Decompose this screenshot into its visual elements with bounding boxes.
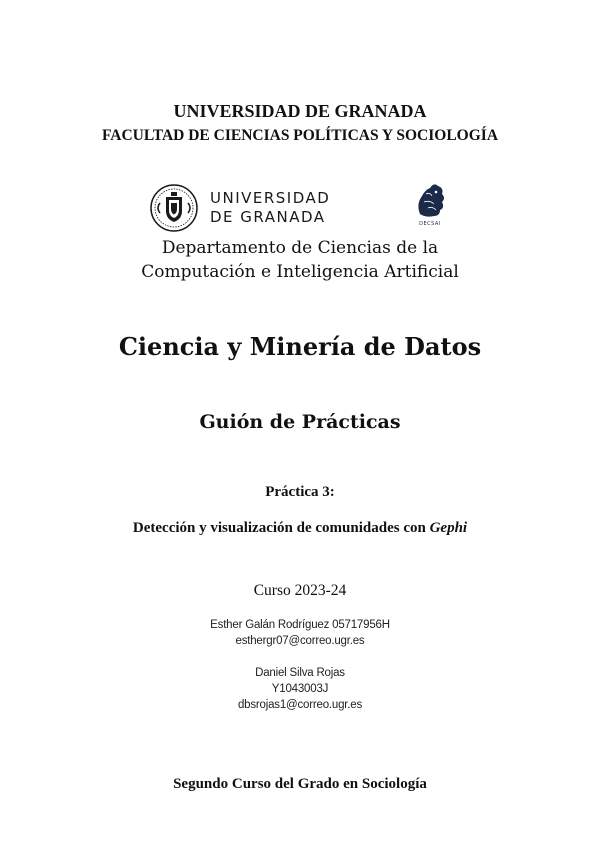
decsai-emblem-icon [410, 180, 450, 220]
author-2-name: Daniel Silva Rojas [255, 667, 345, 679]
ugr-logo-text-line2: DE GRANADA [210, 208, 326, 226]
document-type: Guión de Prácticas [199, 411, 401, 433]
department-line-2: Computación e Inteligencia Artificial [141, 262, 459, 282]
university-name: UNIVERSIDAD DE GRANADA [173, 101, 427, 121]
practice-subtitle-main: Detección y visualización de comunidades con [132, 520, 430, 536]
course-title: Ciencia y Minería de Datos [118, 332, 482, 361]
ugr-logo [148, 183, 338, 233]
author-2-email: dbsrojas1@correo.ugr.es [237, 699, 363, 711]
practice-number: Práctica 3: [265, 484, 335, 500]
faculty-name: FACULTAD DE CIENCIAS POLÍTICAS Y SOCIOLOGÍA [101, 127, 499, 144]
author-1-email: esthergr07@correo.ugr.es [235, 635, 365, 647]
author-2-id: Y1043003J [271, 683, 329, 695]
ugr-seal-icon [148, 183, 200, 233]
degree-course: Segundo Curso del Grado en Sociología [173, 776, 427, 792]
practice-subtitle-tool: Gephi [429, 520, 468, 536]
academic-year: Curso 2023-24 [253, 582, 347, 599]
decsai-logo-label: DECSAI [419, 221, 441, 227]
department-line-1: Departamento de Ciencias de la [161, 238, 439, 258]
practice-subtitle [0, 520, 600, 537]
author-1-name-id: Esther Galán Rodríguez 05717956H [210, 619, 390, 631]
decsai-logo [410, 180, 450, 230]
ugr-logo-text-line1: UNIVERSIDAD [210, 189, 331, 207]
